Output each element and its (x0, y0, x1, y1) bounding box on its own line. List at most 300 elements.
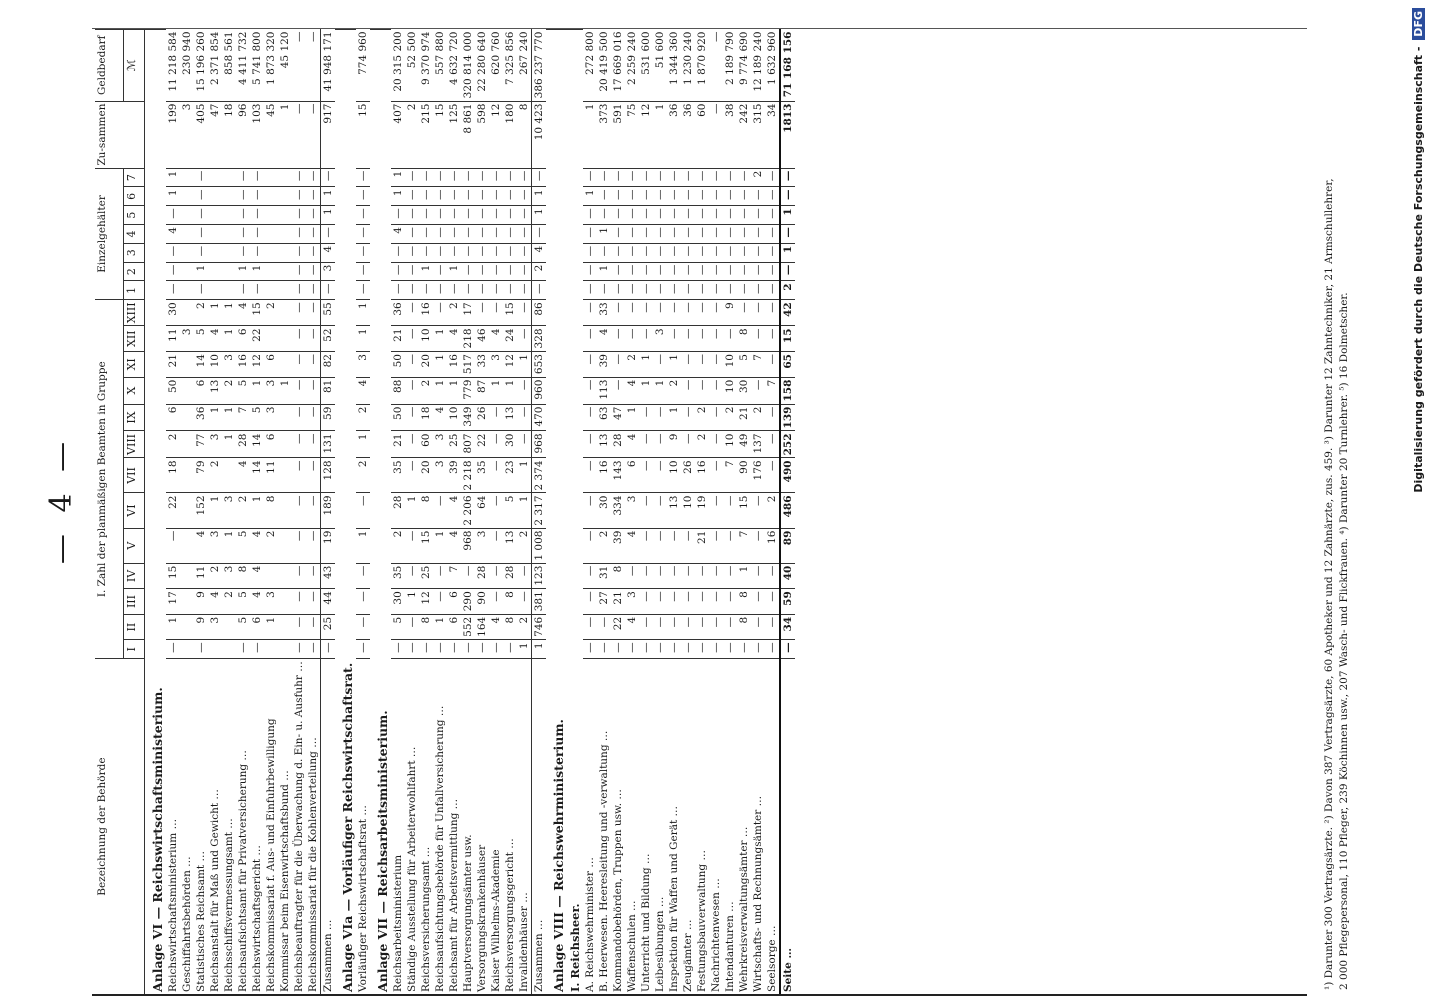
cell-zusammen: — (292, 101, 306, 168)
cell-group: 5 (236, 589, 250, 615)
row-label: Versorgungskrankenhäuser (475, 659, 489, 994)
cell-einzel: — (517, 168, 532, 187)
cell-group: 2 (695, 431, 709, 458)
cell-group: — (667, 614, 681, 640)
cell-einzel: — (405, 262, 419, 281)
cell-einzel: — (447, 206, 461, 225)
cell-einzel: 3 (321, 262, 336, 281)
cell-group: 28 (475, 563, 489, 589)
cell-group: — (681, 352, 695, 378)
table-row (391, 30, 405, 995)
cell-group: 143 (611, 458, 625, 493)
table-row (370, 30, 391, 995)
row-label: Seelsorge … (765, 659, 780, 994)
table-row (222, 30, 236, 995)
cell-group: — (583, 493, 597, 528)
cell-group: 1 (517, 458, 532, 493)
table-row (625, 30, 639, 995)
cell-einzel: — (723, 262, 737, 281)
cell-einzel: — (625, 206, 639, 225)
cell-einzel: — (737, 187, 751, 206)
cell-group: — (709, 404, 723, 431)
table-row (236, 30, 250, 995)
cell-einzel: — (306, 168, 321, 187)
cell-group: 5 (391, 614, 405, 640)
cell-group: — (765, 300, 780, 326)
cell-group: — (723, 493, 737, 528)
cell-group: 30 (166, 300, 180, 326)
cell-group (278, 493, 292, 528)
cell-group (180, 589, 194, 615)
page-number: — 4 — (44, 435, 79, 565)
cell-group: 23 (503, 458, 517, 493)
cell-group: — (356, 563, 370, 589)
cell-group: — (166, 528, 180, 563)
cell-group: — (765, 326, 780, 352)
cell-group: 6 (264, 352, 278, 378)
cell-group: — (709, 326, 723, 352)
cell-einzel (208, 262, 222, 281)
cell-einzel: — (751, 187, 765, 206)
cell-group: 90 (475, 589, 489, 615)
cell-group: 11 (194, 563, 208, 589)
cell-geldbedarf: 1 230 240 (682, 31, 694, 85)
cell-group: 3 (180, 326, 194, 352)
section-heading: Anlage VIa — Vorläufiger Reichswirtschaftsrat. (335, 30, 356, 995)
cell-group: 2 218 (461, 458, 475, 493)
cell-group: — (625, 640, 639, 659)
cell-einzel (180, 225, 194, 244)
cell-group: 3 (356, 352, 370, 378)
group-header-VII: VII (124, 458, 145, 493)
cell-group: — (639, 640, 653, 659)
cell-group: — (166, 640, 180, 659)
cell-group: 7 (236, 404, 250, 431)
cell-group: 2 (597, 528, 611, 563)
row-label: Statistisches Reichsamt … (194, 659, 208, 994)
table-row (723, 30, 737, 995)
cell-einzel: — (653, 206, 667, 225)
cell-group: 2 (222, 589, 236, 615)
table-row (597, 30, 611, 995)
cell-group: 6 (236, 326, 250, 352)
cell-group: — (356, 589, 370, 615)
dfg-notice: Digitalisierung gefördert durch die Deutsche Forschungsgemeinschaft - (1412, 46, 1425, 493)
table-row (180, 30, 194, 995)
cell-group: 3 (264, 589, 278, 615)
officials-table (95, 29, 795, 994)
cell-group: — (765, 458, 780, 493)
cell-group (180, 352, 194, 378)
cell-group: 1 (447, 377, 461, 404)
section-heading: Anlage VIII — Reichswehrministerium. (546, 30, 567, 995)
cell-group: 25 (419, 563, 433, 589)
cell-geldbedarf: 20 419 500 (598, 31, 610, 92)
cell-group: 28 (391, 493, 405, 528)
cell-group: 87 (475, 377, 489, 404)
cell-geldbedarf: 71 168 156 (780, 30, 795, 102)
cell-einzel: — (653, 243, 667, 262)
cell-group: — (306, 300, 321, 326)
cell-group: — (667, 326, 681, 352)
cell-group: 4 (356, 377, 370, 404)
cell-einzel: — (321, 225, 336, 244)
cell-group: — (306, 640, 321, 659)
cell-group: — (583, 458, 597, 493)
cell-einzel: — (503, 187, 517, 206)
cell-einzel: — (751, 225, 765, 244)
cell-zusammen: 1 (583, 101, 597, 168)
cell-group: 2 (723, 404, 737, 431)
cell-group: 8 (611, 563, 625, 589)
cell-group: — (405, 377, 419, 404)
cell-einzel (222, 168, 236, 187)
cell-group: — (447, 640, 461, 659)
cell-group: 1 (625, 404, 639, 431)
cell-group: — (737, 640, 751, 659)
cell-group: — (292, 458, 306, 493)
cell-group: 3 (433, 431, 447, 458)
table-row (517, 30, 532, 995)
cell-group: 486 (780, 493, 795, 528)
cell-einzel: — (611, 281, 625, 300)
cell-einzel (222, 225, 236, 244)
cell-group (264, 640, 278, 659)
cell-einzel: — (292, 168, 306, 187)
cell-group: — (653, 431, 667, 458)
cell-group: 86 (532, 300, 547, 326)
cell-group: 46 (475, 326, 489, 352)
col-header-zusammen: Zu-sammen (95, 101, 145, 168)
cell-einzel: — (639, 187, 653, 206)
cell-einzel: — (780, 225, 795, 244)
cell-einzel: — (695, 225, 709, 244)
cell-group: 1 (517, 493, 532, 528)
cell-zusammen: 2 (405, 101, 419, 168)
cell-group: 16 (597, 458, 611, 493)
cell-einzel (222, 262, 236, 281)
cell-group: 13 (597, 431, 611, 458)
cell-einzel: — (765, 225, 780, 244)
cell-einzel: — (250, 187, 264, 206)
cell-group: — (405, 614, 419, 640)
cell-einzel: — (667, 187, 681, 206)
cell-group: 807 (461, 431, 475, 458)
row-label: Reichswirtschaftsministerium … (166, 659, 180, 994)
cell-group: 1 (433, 352, 447, 378)
cell-group: — (695, 352, 709, 378)
cell-group: — (250, 640, 264, 659)
cell-group: 131 (321, 431, 336, 458)
cell-group: — (517, 300, 532, 326)
row-label: Reichsversorgungsgericht … (503, 659, 517, 994)
cell-einzel: — (475, 187, 489, 206)
cell-zusammen: 3 (180, 101, 194, 168)
cell-group: 1 (433, 614, 447, 640)
cell-group: 33 (597, 300, 611, 326)
cell-group: — (611, 300, 625, 326)
cell-group: 10 (419, 326, 433, 352)
cell-group: — (639, 589, 653, 615)
cell-group: 15 (503, 300, 517, 326)
cell-group: 1 (208, 493, 222, 528)
table-row (433, 30, 447, 995)
cell-einzel: 2 (751, 168, 765, 187)
cell-group: — (489, 458, 503, 493)
table-row (405, 30, 419, 995)
cell-group: 13 (503, 528, 517, 563)
cell-group: 8 (737, 614, 751, 640)
cell-group: 16 (419, 300, 433, 326)
cell-einzel: — (517, 187, 532, 206)
cell-geldbedarf: 774 960 (357, 31, 369, 75)
cell-einzel (180, 262, 194, 281)
cell-einzel: — (667, 206, 681, 225)
cell-group: 16 (447, 352, 461, 378)
cell-group: 1 (222, 528, 236, 563)
cell-einzel (278, 281, 292, 300)
cell-einzel: — (695, 243, 709, 262)
cell-group: 381 (532, 589, 547, 615)
cell-group (278, 614, 292, 640)
cell-group: — (583, 352, 597, 378)
cell-group (264, 563, 278, 589)
table-row (306, 30, 321, 995)
cell-group: 17 (461, 300, 475, 326)
cell-group: 16 (765, 528, 780, 563)
cell-group: 19 (695, 493, 709, 528)
cell-einzel: — (419, 168, 433, 187)
cell-group: 4 (625, 431, 639, 458)
row-label: Festungsbauverwaltung … (695, 659, 709, 994)
cell-group (180, 493, 194, 528)
cell-group: — (709, 563, 723, 589)
col-header-behoerde: Bezeichnung der Behörde (95, 659, 145, 994)
cell-group: — (433, 300, 447, 326)
cell-group: 3 (475, 528, 489, 563)
cell-einzel (208, 281, 222, 300)
cell-group: 2 (356, 404, 370, 431)
cell-group: 21 (166, 352, 180, 378)
cell-group: 63 (597, 404, 611, 431)
cell-group: 2 (264, 528, 278, 563)
cell-einzel: — (489, 262, 503, 281)
cell-einzel: 1 (532, 187, 547, 206)
cell-group: 21 (737, 404, 751, 431)
cell-einzel: — (532, 281, 547, 300)
cell-group: — (292, 377, 306, 404)
cell-einzel: — (667, 281, 681, 300)
dfg-logo: DFG (1412, 8, 1425, 40)
cell-group: 81 (321, 377, 336, 404)
cell-einzel: — (306, 281, 321, 300)
cell-group: — (517, 431, 532, 458)
cell-group: — (405, 563, 419, 589)
cell-group: 653 (532, 352, 547, 378)
cell-einzel: — (625, 243, 639, 262)
cell-group: 968 (532, 431, 547, 458)
cell-group: — (583, 404, 597, 431)
cell-einzel: — (737, 262, 751, 281)
cell-zusammen: 125 (447, 101, 461, 168)
cell-einzel: — (517, 206, 532, 225)
page-edge-line (92, 994, 1307, 996)
cell-group: — (681, 563, 695, 589)
cell-group: 52 (321, 326, 336, 352)
cell-group: 25 (447, 431, 461, 458)
cell-group: 2 (517, 614, 532, 640)
cell-einzel: — (447, 225, 461, 244)
cell-group: — (433, 589, 447, 615)
cell-group: — (765, 640, 780, 659)
row-label: Hauptversorgungsämter usw. (461, 659, 475, 994)
cell-einzel: — (611, 187, 625, 206)
cell-einzel: — (419, 281, 433, 300)
cell-group: — (292, 326, 306, 352)
cell-geldbedarf: 17 669 016 (612, 31, 624, 92)
cell-group: 1 (356, 300, 370, 326)
cell-group: 4 (208, 589, 222, 615)
cell-group: — (461, 640, 475, 659)
cell-geldbedarf: 9 774 690 (738, 31, 750, 85)
cell-einzel (264, 168, 278, 187)
row-label: Kommandobehörden, Truppen usw. … (611, 659, 625, 994)
cell-group: 1 (653, 377, 667, 404)
cell-einzel: — (503, 281, 517, 300)
cell-group: 39 (597, 352, 611, 378)
cell-einzel (180, 206, 194, 225)
cell-zusammen: 8 861 (461, 101, 475, 168)
cell-group: 5 (236, 528, 250, 563)
cell-einzel: — (667, 225, 681, 244)
cell-einzel: — (681, 187, 695, 206)
cell-einzel: — (723, 187, 737, 206)
row-label: Reichsschiffsvermessungsamt … (222, 659, 236, 994)
cell-group: — (751, 377, 765, 404)
cell-einzel: — (611, 168, 625, 187)
cell-group: 113 (597, 377, 611, 404)
cell-group: — (723, 640, 737, 659)
cell-group: 5 (737, 352, 751, 378)
einzel-header-5: 5 (124, 206, 145, 225)
cell-einzel: — (695, 187, 709, 206)
cell-einzel: — (433, 225, 447, 244)
cell-group: 1 (250, 493, 264, 528)
cell-group: — (653, 589, 667, 615)
cell-einzel (180, 281, 194, 300)
cell-einzel: — (517, 243, 532, 262)
cell-group: 1 (222, 404, 236, 431)
table-row (166, 30, 180, 995)
cell-group: — (709, 377, 723, 404)
cell-group: — (765, 614, 780, 640)
row-label: B. Heerwesen. Heeresleitung und -verwaltung … (597, 659, 611, 994)
cell-group: — (723, 563, 737, 589)
cell-zusammen: 36 (681, 101, 695, 168)
cell-group: — (681, 404, 695, 431)
cell-group: 30 (503, 431, 517, 458)
cell-group: — (751, 300, 765, 326)
cell-einzel: — (503, 168, 517, 187)
cell-group: 2 (208, 458, 222, 493)
cell-group: 3 (433, 458, 447, 493)
cell-zusammen: 38 (723, 101, 737, 168)
cell-group: — (751, 493, 765, 528)
cell-einzel: — (653, 187, 667, 206)
cell-einzel (278, 225, 292, 244)
cell-group: — (583, 589, 597, 615)
cell-group: 50 (391, 404, 405, 431)
cell-einzel: — (391, 206, 405, 225)
cell-group: 7 (723, 458, 737, 493)
cell-einzel: — (250, 168, 264, 187)
currency-symbol: ℳ (124, 30, 145, 102)
row-label: Reichskommissariat f. Aus- und Einfuhrbewilligung (264, 659, 278, 994)
cell-group (180, 563, 194, 589)
cell-zusammen: 18 (222, 101, 236, 168)
cell-einzel: — (709, 262, 723, 281)
cell-einzel: — (236, 225, 250, 244)
cell-group: — (489, 589, 503, 615)
cell-einzel: — (765, 262, 780, 281)
cell-group: — (681, 640, 695, 659)
cell-group: 30 (391, 589, 405, 615)
cell-einzel: 1 (166, 187, 180, 206)
cell-geldbedarf: 20 315 200 (392, 31, 404, 92)
cell-group: 2 (391, 528, 405, 563)
cell-einzel: 4 (321, 243, 336, 262)
cell-zusammen: 15 (356, 101, 370, 168)
cell-group: — (306, 493, 321, 528)
cell-group: — (639, 614, 653, 640)
cell-group: 13 (503, 404, 517, 431)
cell-group: 11 (264, 458, 278, 493)
cell-group (264, 326, 278, 352)
cell-group: 1 (433, 528, 447, 563)
cell-einzel (180, 168, 194, 187)
cell-einzel: 4 (532, 243, 547, 262)
cell-zusammen: 45 (264, 101, 278, 168)
cell-zusammen: — (306, 101, 321, 168)
row-label: Invalidenhäuser … (517, 659, 532, 994)
cell-einzel: 1 (321, 206, 336, 225)
cell-group: — (695, 300, 709, 326)
cell-einzel: — (489, 243, 503, 262)
row-label: Reichsarbeitsministerium (391, 659, 405, 994)
section-heading: Anlage VII — Reichsarbeitsministerium. (370, 30, 391, 995)
cell-group: 21 (391, 431, 405, 458)
cell-group: 8 (236, 563, 250, 589)
cell-einzel: — (489, 187, 503, 206)
cell-group: — (405, 528, 419, 563)
cell-einzel: — (405, 168, 419, 187)
cell-einzel: — (611, 262, 625, 281)
cell-einzel: — (583, 243, 597, 262)
cell-group: 3 (208, 431, 222, 458)
cell-einzel: — (639, 168, 653, 187)
cell-group: 34 (780, 614, 795, 640)
cell-group: — (751, 528, 765, 563)
cell-einzel: — (419, 206, 433, 225)
cell-group: — (503, 640, 517, 659)
cell-group: — (391, 640, 405, 659)
table-row (653, 30, 667, 995)
cell-group: 123 (532, 563, 547, 589)
cell-group (278, 563, 292, 589)
group-header-I: I (124, 640, 145, 659)
cell-group: 89 (780, 528, 795, 563)
cell-group: — (489, 431, 503, 458)
